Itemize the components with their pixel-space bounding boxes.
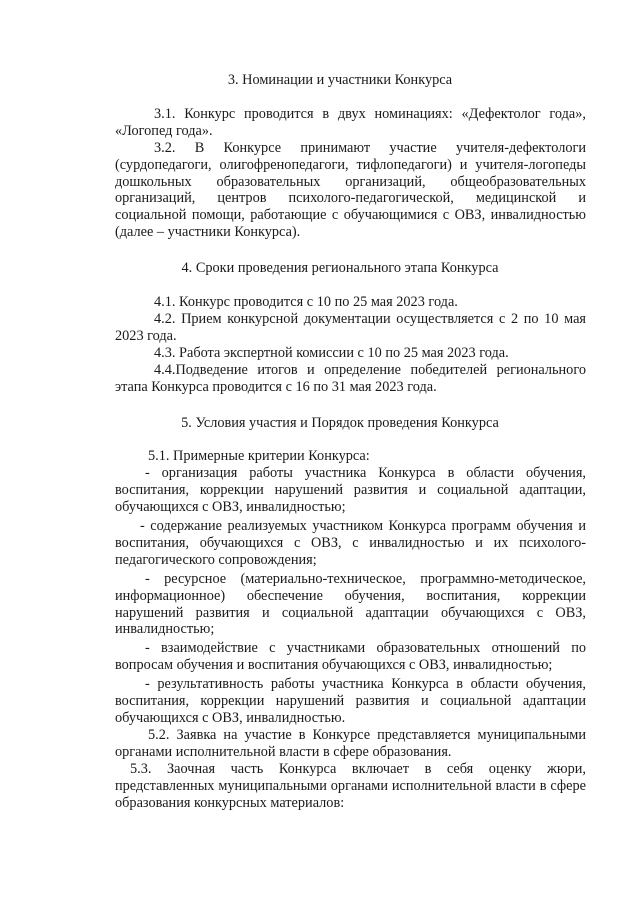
- text-line: инвалидностью;: [115, 621, 215, 638]
- text-line: 3.2. В Конкурсе принимают участие учителя-дефектологи: [154, 139, 586, 156]
- text-line: - результативность работы участника Конкурса в области обучения,: [145, 676, 586, 693]
- text-line: - ресурсное (материально-техническое, программно-методическое,: [145, 570, 586, 587]
- list-item: [0, 676, 640, 727]
- paragraph: [0, 345, 640, 362]
- section-heading: 4. Сроки проведения регионального этапа Конкурса: [181, 260, 499, 277]
- text-line: - организация работы участника Конкурса в области обучения,: [145, 465, 586, 482]
- text-line: «Логопед года».: [115, 122, 213, 139]
- document-body: [0, 72, 640, 811]
- section-heading: 3. Номинации и участники Конкурса: [227, 72, 453, 88]
- text-line: дошкольных образовательных организаций, общеобразовательных: [115, 173, 586, 190]
- paragraph: [0, 311, 640, 345]
- paragraph: [0, 140, 640, 241]
- text-line: информационное) обеспечение обучения, воспитания, коррекции: [115, 587, 586, 604]
- text-line: 4.4.Подведение итогов и определение победителей регионального: [154, 361, 586, 378]
- paragraph: [0, 362, 640, 396]
- paragraph: [0, 761, 640, 812]
- section-heading: 5. Условия участия и Порядок проведения Конкурса: [181, 414, 499, 431]
- text-line: 2023 года.: [115, 327, 177, 344]
- text-line: организаций, центров психолого-педагогической, медицинской и: [115, 190, 586, 207]
- list-item: [0, 465, 640, 516]
- list-item: [0, 640, 640, 674]
- text-line: обучающихся с ОВЗ, инвалидностью;: [115, 499, 346, 516]
- text-line: 5.1. Примерные критерии Конкурса:: [148, 448, 370, 465]
- text-line: 4.1. Конкурс проводится с 10 по 25 мая 2023 года.: [154, 294, 458, 311]
- text-line: социальной помощи, работающие с обучающимися с ОВЗ, инвалидностью: [115, 207, 586, 224]
- text-line: воспитания, коррекции нарушений развития и социальной адаптации: [115, 693, 586, 710]
- paragraph: [0, 106, 640, 140]
- text-line: вопросам обучения и воспитания обучающихся с ОВЗ, инвалидностью;: [115, 657, 553, 674]
- text-line: нарушений развития и социальной адаптации обучающихся с ОВЗ,: [115, 604, 586, 621]
- text-line: 3.1. Конкурс проводится в двух номинациях: «Дефектолог года»,: [154, 105, 586, 122]
- list-item: [0, 571, 640, 639]
- text-line: (далее – участники Конкурса).: [115, 224, 301, 241]
- text-line: образования конкурсных материалов:: [115, 794, 345, 811]
- text-line: этапа Конкурса проводится с 16 по 31 мая 2023 года.: [115, 378, 437, 395]
- text-line: 4.2. Прием конкурсной документации осуществляется с 2 по 10 мая: [154, 310, 586, 327]
- text-line: воспитания, обучающихся с ОВЗ, с инвалидностью и их психолого-: [115, 534, 586, 551]
- text-line: 5.3. Заочная часть Конкурса включает в себя оценку жюри,: [130, 760, 586, 777]
- text-line: - содержание реализуемых участником Конкурса программ обучения и: [140, 518, 586, 535]
- text-line: - взаимодействие с участниками образовательных отношений по: [145, 640, 586, 657]
- list-item: [0, 518, 640, 569]
- paragraph: [0, 727, 640, 761]
- text-line: обучающихся с ОВЗ, инвалидностью.: [115, 710, 346, 726]
- paragraph: [0, 294, 640, 311]
- text-line: представленных муниципальными органами исполнительной власти в сфере: [115, 777, 586, 794]
- paragraph: [0, 448, 640, 465]
- text-line: (сурдопедагоги, олигофренопедагоги, тифлопедагоги) и учителя-логопеды: [115, 156, 586, 173]
- text-line: 5.2. Заявка на участие в Конкурсе представляется муниципальными: [148, 726, 586, 743]
- text-line: 4.3. Работа экспертной комиссии с 10 по 25 мая 2023 года.: [154, 344, 509, 361]
- text-line: педагогического сопровождения;: [115, 551, 317, 568]
- text-line: воспитания, коррекции нарушений развития и социальной адаптации,: [115, 482, 586, 499]
- text-line: органами исполнительной власти в сфере образования.: [115, 743, 452, 760]
